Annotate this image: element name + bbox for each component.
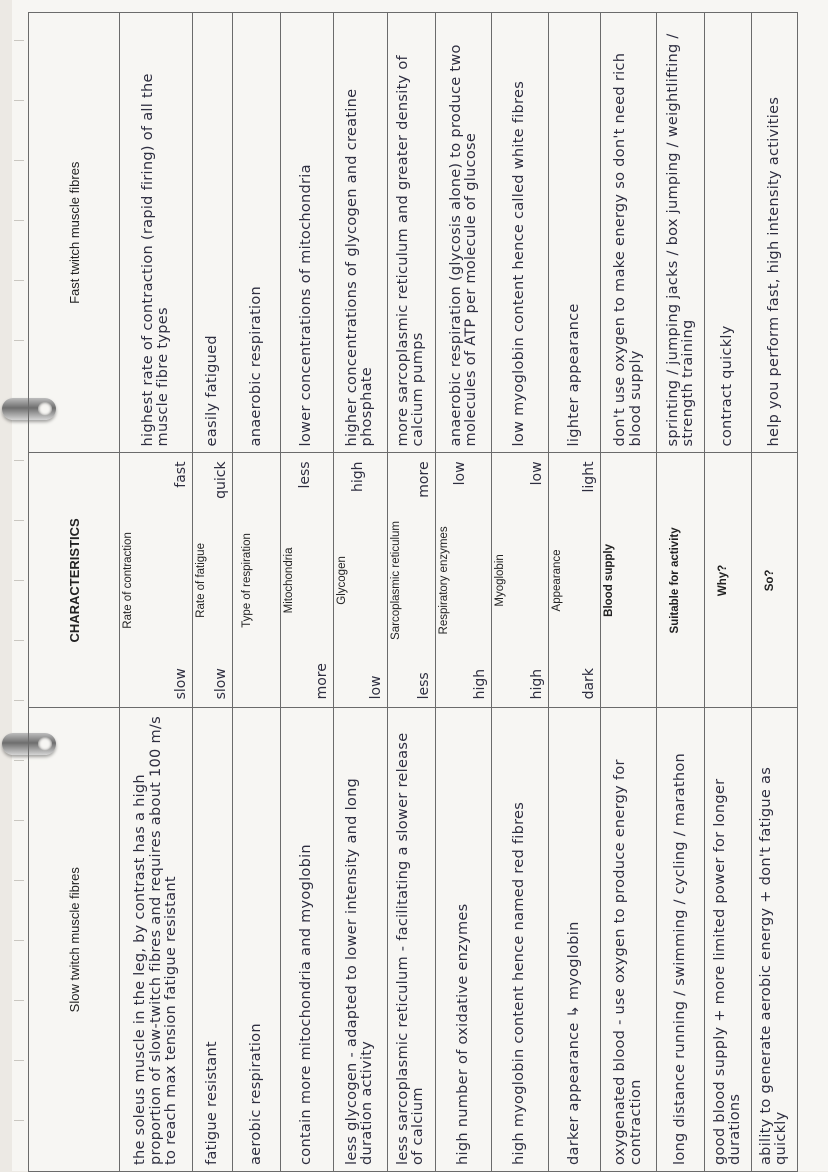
characteristic-cell — [333, 453, 387, 708]
characteristic-label: Rate of fatigue — [194, 543, 207, 618]
characteristic-label: Myoglobin — [494, 554, 507, 607]
slow-cell: contain more mitochondria and myoglobin — [281, 708, 333, 1172]
fast-cell: help you perform fast, high intensity activities — [751, 13, 797, 453]
table-row — [600, 13, 656, 1172]
fast-value: quick — [213, 461, 230, 499]
characteristic-label: Why? — [717, 564, 730, 597]
fast-cell: contract quickly — [705, 13, 751, 453]
characteristic-cell — [492, 453, 548, 708]
fast-twitch-header: Fast twitch muscle fibres — [29, 13, 120, 453]
slow-value: low — [367, 675, 384, 700]
slow-cell: the soleus muscle in the leg, by contrast has a high proportion of slow-twitch fibres and requires about 100 m/s to reach max tension fatigue resistant — [120, 708, 192, 1172]
slow-cell: fatigue resistant — [192, 708, 232, 1172]
characteristic-cell — [436, 453, 492, 708]
table-row — [333, 13, 387, 1172]
slow-cell: high number of oxidative enzymes — [436, 708, 492, 1172]
table-row — [281, 13, 333, 1172]
table-row — [705, 13, 751, 1172]
characteristic-label: Suitable for activity — [669, 527, 682, 634]
fast-cell: lighter appearance — [548, 13, 600, 453]
characteristic-label: So? — [763, 569, 776, 592]
characteristic-label: Rate of contraction — [122, 532, 135, 629]
characteristic-cell — [705, 453, 751, 708]
characteristic-cell — [548, 453, 600, 708]
fast-cell: highest rate of contraction (rapid firing) of all the muscle fibre types — [120, 13, 192, 453]
table-row — [120, 13, 192, 1172]
fast-cell: easily fatigued — [192, 13, 232, 453]
slow-cell: aerobic respiration — [233, 708, 281, 1172]
rotated-table-wrapper — [28, 12, 798, 1172]
characteristic-label: Type of respiration — [241, 533, 254, 628]
slow-cell: darker appearance ↳ myoglobin — [548, 708, 600, 1172]
slow-cell: ability to generate aerobic energy + don't fatigue as quickly — [751, 708, 797, 1172]
table-row — [192, 13, 232, 1172]
table-row — [233, 13, 281, 1172]
fast-value: high — [349, 461, 366, 492]
muscle-fibre-comparison-table — [28, 12, 798, 1172]
table-row — [436, 13, 492, 1172]
characteristic-cell — [657, 453, 705, 708]
characteristic-label: Mitochondria — [283, 547, 296, 614]
fast-cell: don't use oxygen to make energy so don't need rich blood supply — [600, 13, 656, 453]
fast-value: more — [416, 461, 433, 498]
slow-cell: less sarcoplasmic reticulum - facilitating a slower release of calcium — [387, 708, 435, 1172]
table-row — [751, 13, 797, 1172]
header-row — [29, 13, 120, 1172]
fast-cell: anaerobic respiration (glycosis alone) to produce two molecules of ATP per molecule of glucose — [436, 13, 492, 453]
slow-cell: less glycogen - adapted to lower intensity and long duration activity — [333, 708, 387, 1172]
table-row — [548, 13, 600, 1172]
slow-value: high — [528, 668, 545, 700]
fast-cell: more sarcoplasmic reticulum and greater density of calcium pumps — [387, 13, 435, 453]
fast-value: light — [580, 461, 597, 493]
fast-value: less — [297, 461, 314, 489]
fast-value: low — [452, 461, 469, 486]
fast-cell: lower concentrations of mitochondria — [281, 13, 333, 453]
fast-value: low — [528, 461, 545, 486]
fast-cell: low myoglobin content hence called white fibres — [492, 13, 548, 453]
slow-cell: oxygenated blood - use oxygen to produce energy for contraction — [600, 708, 656, 1172]
table-row — [387, 13, 435, 1172]
slow-cell: high myoglobin content hence named red fibres — [492, 708, 548, 1172]
characteristic-cell — [600, 453, 656, 708]
slow-cell: good blood supply + more limited power for longer durations — [705, 708, 751, 1172]
slow-twitch-header: Slow twitch muscle fibres — [29, 708, 120, 1172]
characteristics-header: CHARACTERISTICS — [29, 453, 120, 708]
characteristic-label: Respiratory enzymes — [438, 526, 451, 635]
characteristic-label: Blood supply — [602, 544, 615, 617]
characteristic-label: Appearance — [550, 549, 563, 612]
characteristic-cell — [120, 453, 192, 708]
characteristic-cell — [751, 453, 797, 708]
page-margin — [12, 0, 26, 1171]
slow-value: dark — [580, 668, 597, 700]
slow-value: more — [313, 663, 330, 700]
slow-value: slow — [172, 668, 189, 700]
fast-value: fast — [172, 461, 189, 488]
table-row — [657, 13, 705, 1172]
slow-value: high — [472, 668, 489, 700]
characteristic-label: Sarcoplasmic reticulum — [389, 520, 402, 640]
slow-value: slow — [213, 668, 230, 700]
characteristic-cell — [233, 453, 281, 708]
slow-value: less — [416, 672, 433, 700]
fast-cell: sprinting / jumping jacks / box jumping / weightlifting / strength training — [657, 13, 705, 453]
slow-cell: long distance running / swimming / cycling / marathon — [657, 708, 705, 1172]
characteristic-cell — [387, 453, 435, 708]
characteristic-label: Glycogen — [335, 556, 348, 605]
characteristic-cell — [192, 453, 232, 708]
fast-cell: anaerobic respiration — [233, 13, 281, 453]
table-row — [492, 13, 548, 1172]
characteristic-cell — [281, 453, 333, 708]
fast-cell: higher concentrations of glycogen and creatine phosphate — [333, 13, 387, 453]
